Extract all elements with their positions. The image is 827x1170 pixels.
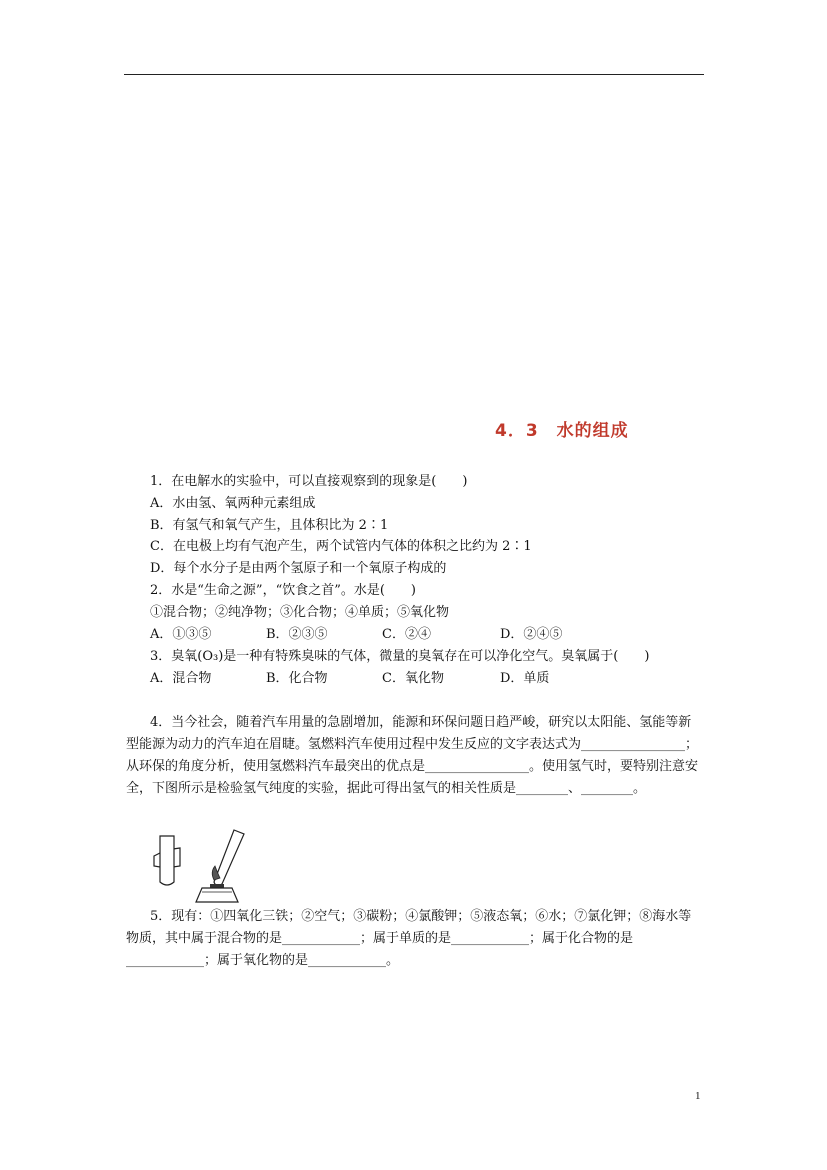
header-rule	[124, 74, 704, 75]
q2-options	[150, 626, 562, 644]
q3-option-b: B．化合物	[266, 671, 328, 686]
page-title: 4．3 水的组成	[495, 421, 629, 441]
q3-options	[150, 670, 549, 688]
page-number: 1	[695, 1090, 701, 1102]
q4-text: 4．当今社会，随着汽车用量的急剧增加，能源和环保问题日趋严峻，研究以太阳能、氢能等新型能源为动力的汽车迫在眉睫。氢燃料汽车使用过程中发生反应的文字表达式为________________；从环保的角度分析，使用氢燃料汽车最突出的优点是________________。使用氢气时，要特别注意安全，下图所示是检验氢气纯度的实验，据此可得出氢气的相关性质是________、________。	[126, 715, 699, 796]
q2-choices: ①混合物；②纯净物；③化合物；④单质；⑤氧化物	[150, 605, 450, 620]
q3-stem: 3．臭氧(O₃)是一种有特殊臭味的气体，微量的臭氧存在可以净化空气。臭氧属于( )	[150, 649, 650, 664]
q2-option-d: D．②④⑤	[500, 627, 563, 642]
q2-option-a: A．①③⑤	[150, 627, 212, 642]
q3-option-c: C．氧化物	[382, 671, 444, 686]
q3-option-d: D．单质	[500, 671, 550, 686]
q2-option-b: B．②③⑤	[266, 627, 328, 642]
q1-option-c: C．在电极上均有气泡产生，两个试管内气体的体积之比约为 2∶1	[150, 539, 532, 554]
q2-stem: 2．水是“生命之源”，“饮食之首”。水是( )	[150, 583, 416, 598]
q5-paragraph	[126, 906, 704, 972]
q1-option-a: A．水由氢、氧两种元素组成	[150, 496, 316, 511]
q4-paragraph	[126, 712, 704, 800]
q1-stem: 1．在电解水的实验中，可以直接观察到的现象是( )	[150, 474, 468, 489]
q1-option-d: D．每个水分子是由两个氢原子和一个氧原子构成的	[150, 561, 447, 576]
q2-option-c: C．②④	[382, 627, 431, 642]
q1-option-b: B．有氢气和氧气产生，且体积比为 2∶1	[150, 518, 389, 533]
q3-option-a: A．混合物	[150, 671, 212, 686]
q5-text: 5．现有：①四氧化三铁；②空气；③碳粉；④氯酸钾；⑤液态氧；⑥水；⑦氯化钾；⑧海水等物质，其中属于混合物的是____________；属于单质的是____________；属于化合物的是____________；属于氧化物的是____________。	[126, 909, 692, 968]
hydrogen-purity-test-figure	[152, 826, 252, 904]
